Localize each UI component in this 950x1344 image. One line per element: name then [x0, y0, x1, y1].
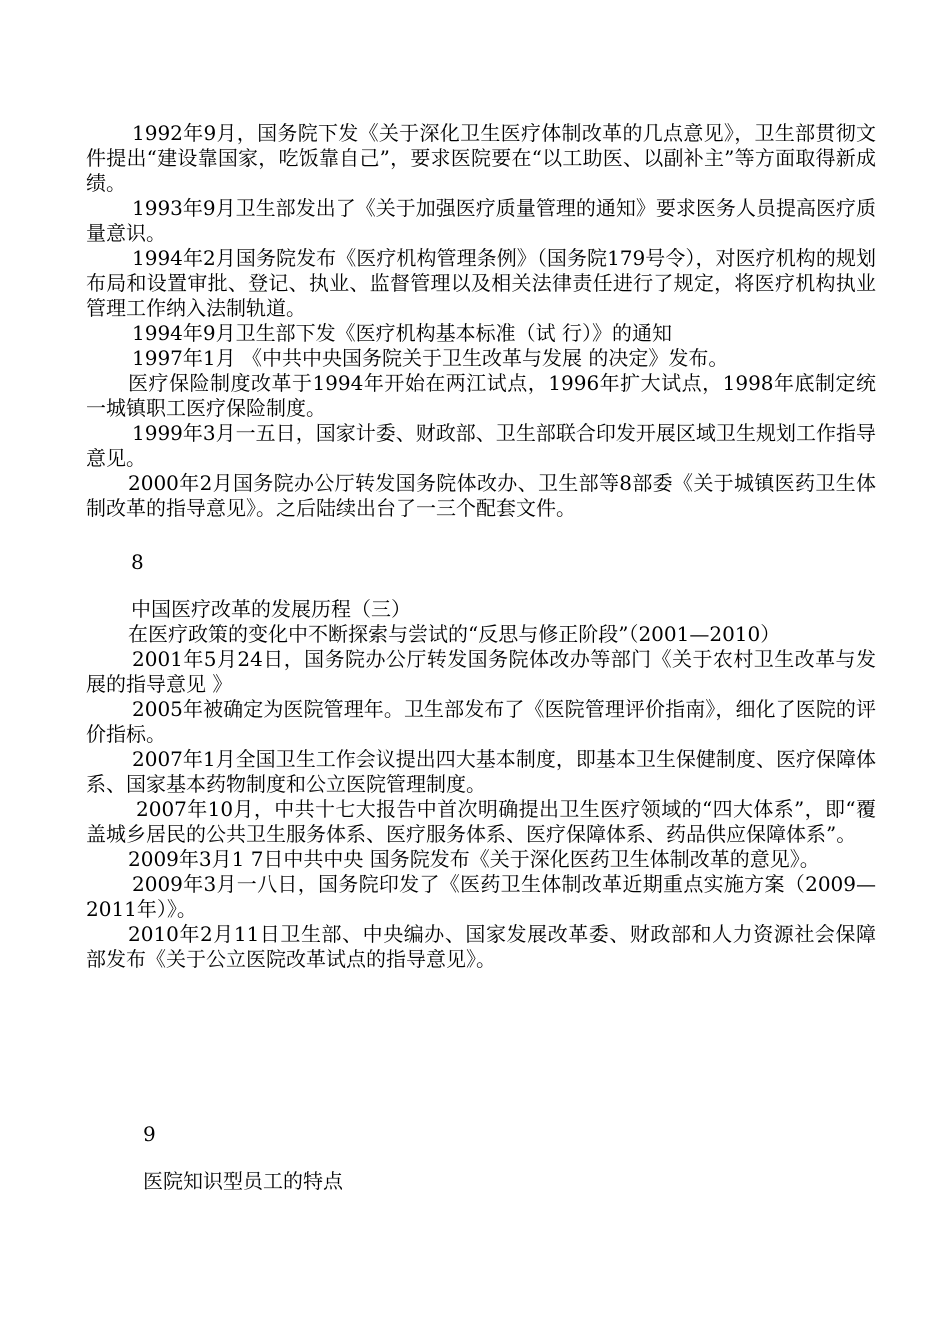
- reform-history-section-2: [86, 121, 876, 521]
- paragraph-2000: 2000年2月国务院办公厅转发国务院体改办、卫生部等8部委《关于城镇医药卫生体制改革的指导意见》。之后陆续出台了一三个配套文件。: [86, 471, 876, 520]
- reform-history-section-3: [86, 622, 876, 972]
- section-title-reform-history-3: 中国医疗改革的发展历程（三）: [131, 597, 411, 621]
- paragraph-2001: 2001年5月24日，国务院办公厅转发国务院体改办等部门《关于农村卫生改革与发展的指导意见 》: [86, 647, 876, 696]
- paragraph-2009-mar-17: 2009年3月1 7日中共中央 国务院发布《关于深化医药卫生体制改革的意见》。: [128, 847, 820, 871]
- paragraph-insurance-reform: 医疗保险制度改革于1994年开始在两江试点，1996年扩大试点，1998年底制定统一城镇职工医疗保险制度。: [86, 371, 876, 420]
- paragraph-1994-sep: 1994年9月卫生部下发《医疗机构基本标准（试 行）》的通知: [132, 321, 672, 345]
- paragraph-reflection-stage: 在医疗政策的变化中不断探索与尝试的“反思与修正阶段”（2001—2010）: [128, 622, 781, 646]
- paragraph-2010: 2010年2月11日卫生部、中央编办、国家发展改革委、财政部和人力资源社会保障部发布《关于公立医院改革试点的指导意见》。: [86, 922, 876, 971]
- paragraph-2009-mar-18: 2009年3月一八日，国务院印发了《医药卫生体制改革近期重点实施方案（2009—2011年）》。: [86, 872, 876, 921]
- paragraph-1992: 1992年9月，国务院下发《关于深化卫生医疗体制改革的几点意见》，卫生部贯彻文件提出“建设靠国家，吃饭靠自己”，要求医院要在“以工助医、以副补主”等方面取得新成绩。: [86, 121, 876, 195]
- paragraph-1997: 1997年1月 《中共中央国务院关于卫生改革与发展 的决定》发布。: [132, 346, 729, 370]
- paragraph-1999: 1999年3月一五日，国家计委、财政部、卫生部联合印发开展区域卫生规划工作指导意见。: [86, 421, 876, 470]
- paragraph-1994-feb: 1994年2月国务院发布《医疗机构管理条例》（国务院179号令），对医疗机构的规划布局和设置审批、登记、执业、监督管理以及相关法律责任进行了规定，将医疗机构执业管理工作纳入法制轨道。: [86, 246, 876, 320]
- paragraph-2007-jan: 2007年1月全国卫生工作会议提出四大基本制度，即基本卫生保健制度、医疗保障体系、国家基本药物制度和公立医院管理制度。: [86, 747, 876, 796]
- section-title-knowledge-workers: 医院知识型员工的特点: [143, 1169, 343, 1193]
- page-number-9: 9: [143, 1122, 156, 1146]
- paragraph-1993: 1993年9月卫生部发出了《关于加强医疗质量管理的通知》要求医务人员提高医疗质量意识。: [86, 196, 876, 245]
- page-number-8: 8: [131, 550, 144, 574]
- paragraph-2005: 2005年被确定为医院管理年。卫生部发布了《医院管理评价指南》，细化了医院的评价指标。: [86, 697, 876, 746]
- paragraph-2007-oct: 2007年10月，中共十七大报告中首次明确提出卫生医疗领域的“四大体系”，即“覆盖城乡居民的公共卫生服务体系、医疗服务体系、医疗保障体系、药品供应保障体系”。: [86, 797, 876, 846]
